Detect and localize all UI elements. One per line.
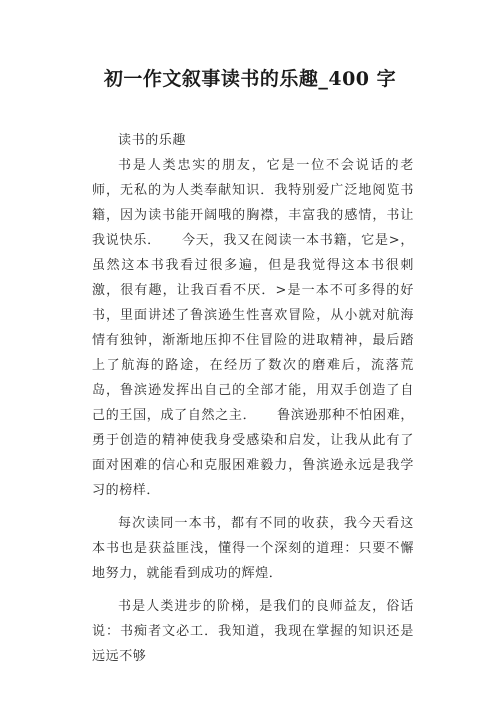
- paragraph-2: 每次读同一本书，都有不同的收获，我今天看这本书也是获益匪浅，懂得一个深刻的道理：只要不懈地努力，就能看到成功的辉煌．: [92, 516, 414, 581]
- paragraph-3: 书是人类进步的阶梯，是我们的良师益友，俗话说：书痴者文必工．我知道，我现在掌握的知识还是远远不够: [92, 599, 414, 664]
- document-body: [92, 128, 414, 677]
- document-title: 初一作文叙事读书的乐趣_400 字: [103, 68, 397, 90]
- section-subtitle: 读书的乐趣: [118, 133, 187, 148]
- paragraph-1: 书是人类忠实的朋友，它是一位不会说话的老师，无私的为人类奉献知识．我特别爱广泛地阅览书籍，因为读书能开阔哦的胸襟，丰富我的感情，书让我说快乐． 今天，我又在阅读一本书籍，它是>，虽然这本书我看过很多遍，但是我觉得这本书很刺激，很有趣，让我百看不厌．>是一本不可多得的好书，里面讲述了鲁滨逊生性喜欢冒险，从小就对航海情有独钟，渐渐地压抑不住冒险的进取精神，最后踏上了航海的路途，在经历了数次的磨难后，流落荒岛，鲁滨逊发挥出自己的全部才能，用双手创造了自己的王国，成了自然之主． 鲁滨逊那种不怕困难，勇于创造的精神使我身受感染和启发，让我从此有了面对困难的信心和克服困难毅力，鲁滨逊永远是我学习的榜样．: [92, 158, 414, 498]
